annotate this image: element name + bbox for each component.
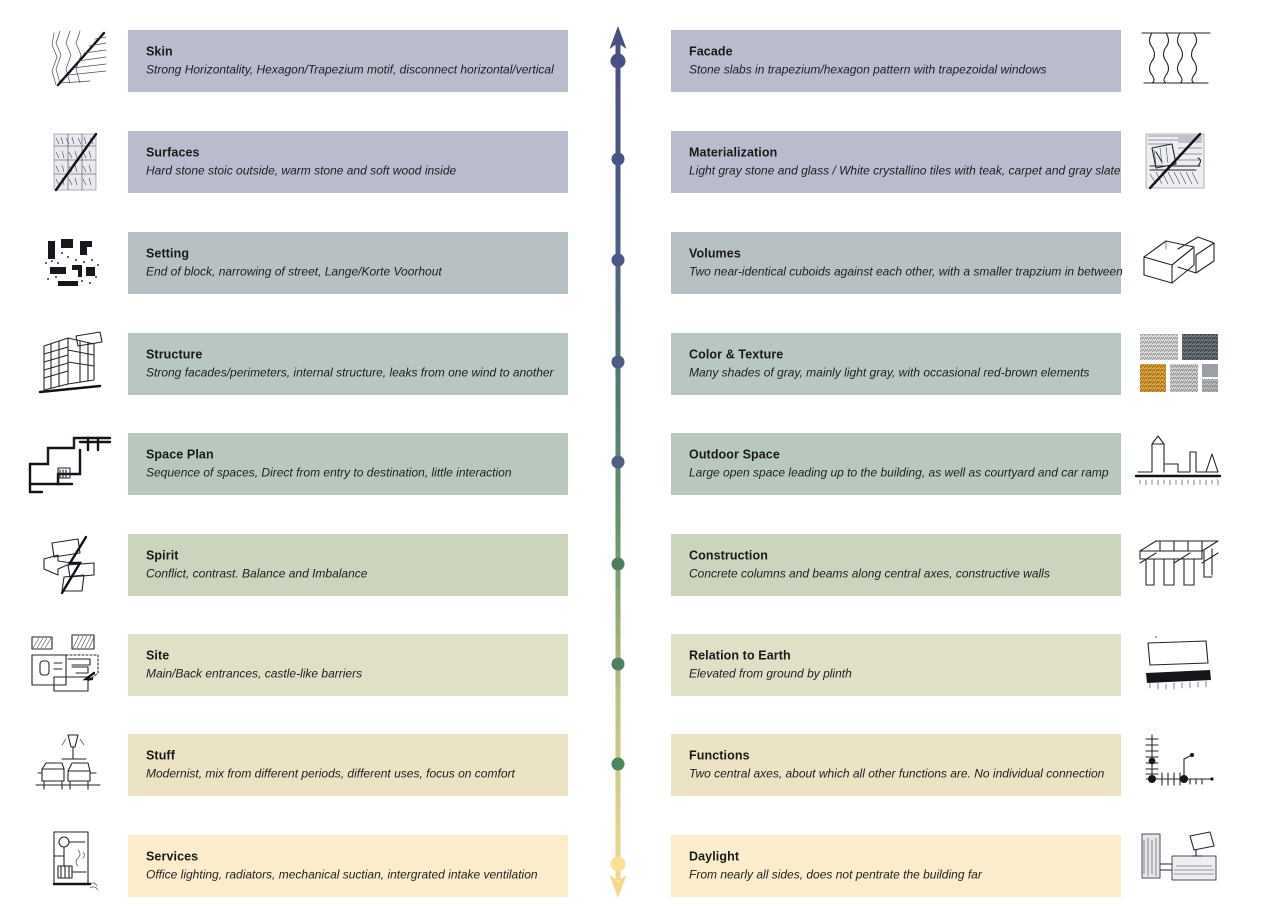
row-description: Office lighting, radiators, mechanical suctian, intergrated intake ventilation	[146, 867, 538, 882]
row-description: Stone slabs in trapezium/hexagon pattern with trapezoidal windows	[689, 62, 1047, 77]
furniture-sketch-icon	[28, 729, 118, 801]
row-title: Spirit	[146, 548, 179, 563]
floor-plan-section-icon	[28, 428, 118, 500]
layer-row-left[interactable]	[128, 835, 568, 897]
urban-block-plan-icon	[28, 227, 118, 299]
row-text	[146, 446, 558, 481]
layer-row-left[interactable]	[128, 30, 568, 92]
row-description: From nearly all sides, does not pentrate the building far	[689, 867, 982, 882]
axis-node	[612, 254, 625, 267]
row-title: Structure	[146, 347, 203, 362]
central-timeline-axis	[598, 26, 638, 898]
layer-row-left[interactable]	[128, 433, 568, 495]
layer-row-right[interactable]	[671, 131, 1121, 193]
row-description: Light gray stone and glass / White crystallino tiles with teak, carpet and gray slate	[689, 163, 1121, 178]
row-title: Surfaces	[146, 145, 200, 160]
row-description: Elevated from ground by plinth	[689, 666, 852, 681]
stone-texture-sketch-icon	[28, 126, 118, 198]
axis-node	[612, 153, 625, 166]
row-title: Relation to Earth	[689, 648, 791, 663]
row-title: Stuff	[146, 748, 175, 763]
lightning-conflict-icon	[28, 529, 118, 601]
layer-row-left[interactable]	[128, 634, 568, 696]
row-title: Materialization	[689, 145, 778, 160]
layer-row-right[interactable]	[671, 333, 1121, 395]
row-title: Site	[146, 648, 170, 663]
layer-row-left[interactable]	[128, 534, 568, 596]
row-title: Facade	[689, 44, 733, 59]
row-title: Outdoor Space	[689, 447, 780, 462]
row-description: Large open space leading up to the building, as well as courtyard and car ramp	[689, 465, 1109, 480]
row-text	[689, 547, 1111, 582]
row-text	[689, 346, 1111, 381]
row-description: Modernist, mix from different periods, different uses, focus on comfort	[146, 766, 515, 781]
row-description: End of block, narrowing of street, Lange/Korte Voorhout	[146, 264, 442, 279]
row-description: Concrete columns and beams along central axes, constructive walls	[689, 566, 1050, 581]
row-text	[146, 647, 558, 682]
row-description: Many shades of gray, mainly light gray, with occasional red-brown elements	[689, 365, 1090, 380]
row-title: Skin	[146, 44, 173, 59]
services-riser-icon	[28, 826, 118, 898]
row-text	[146, 747, 558, 782]
row-title: Functions	[689, 748, 750, 763]
layer-row-left[interactable]	[128, 232, 568, 294]
structural-frame-sketch-icon	[28, 328, 118, 400]
row-text	[146, 144, 558, 179]
row-title: Space Plan	[146, 447, 214, 462]
row-text	[689, 647, 1111, 682]
texture-swatch-grid-icon	[1134, 328, 1224, 400]
row-text	[689, 848, 1111, 883]
row-text	[689, 43, 1111, 78]
axis-node	[612, 658, 625, 671]
layer-row-left[interactable]	[128, 734, 568, 796]
layer-row-right[interactable]	[671, 734, 1121, 796]
row-description: Strong Horizontality, Hexagon/Trapezium motif, disconnect horizontal/vertical	[146, 62, 554, 77]
facade-zigzag-sketch-icon	[28, 25, 118, 97]
row-text	[146, 43, 558, 78]
function-axes-diagram-icon	[1134, 729, 1224, 801]
layer-row-left[interactable]	[128, 333, 568, 395]
row-text	[146, 547, 558, 582]
row-description: Conflict, contrast. Balance and Imbalance	[146, 566, 368, 581]
outdoor-space-section-icon	[1134, 428, 1224, 500]
layer-row-left[interactable]	[128, 131, 568, 193]
layer-row-right[interactable]	[671, 835, 1121, 897]
axis-node	[612, 558, 625, 571]
row-title: Color & Texture	[689, 347, 784, 362]
axis-node	[612, 356, 625, 369]
plinth-ground-icon	[1134, 629, 1224, 701]
row-text	[146, 848, 558, 883]
row-description: Hard stone stoic outside, warm stone and soft wood inside	[146, 163, 457, 178]
row-text	[146, 245, 558, 280]
axis-node	[612, 456, 625, 469]
row-title: Daylight	[689, 849, 740, 864]
row-description: Sequence of spaces, Direct from entry to destination, little interaction	[146, 465, 512, 480]
row-text	[689, 747, 1111, 782]
axis-node	[611, 857, 626, 872]
axis-svg	[598, 26, 638, 898]
facade-wave-pattern-icon	[1134, 25, 1224, 97]
row-text	[689, 446, 1111, 481]
row-description: Main/Back entrances, castle-like barriers	[146, 666, 363, 681]
row-title: Services	[146, 849, 199, 864]
row-description: Two near-identical cuboids against each other, with a smaller trapzium in between	[689, 264, 1123, 279]
row-title: Volumes	[689, 246, 741, 261]
layer-row-right[interactable]	[671, 433, 1121, 495]
row-text	[689, 144, 1121, 179]
layer-row-right[interactable]	[671, 634, 1121, 696]
axis-node	[611, 54, 626, 69]
column-beam-grid-icon	[1134, 529, 1224, 601]
daylight-section-icon	[1134, 826, 1224, 898]
layer-row-right[interactable]	[671, 30, 1121, 92]
layer-row-right[interactable]	[671, 534, 1121, 596]
row-title: Construction	[689, 548, 768, 563]
material-detail-sketch-icon	[1134, 126, 1224, 198]
site-plan-entrances-icon	[28, 629, 118, 701]
row-description: Strong facades/perimeters, internal structure, leaks from one wind to another	[146, 365, 554, 380]
cuboid-volumes-icon	[1134, 227, 1224, 299]
layer-row-right[interactable]	[671, 232, 1121, 294]
row-text	[146, 346, 558, 381]
row-title: Setting	[146, 246, 190, 261]
row-description: Two central axes, about which all other functions are. No individual connection	[689, 766, 1105, 781]
axis-node	[612, 758, 625, 771]
row-text	[689, 245, 1123, 280]
